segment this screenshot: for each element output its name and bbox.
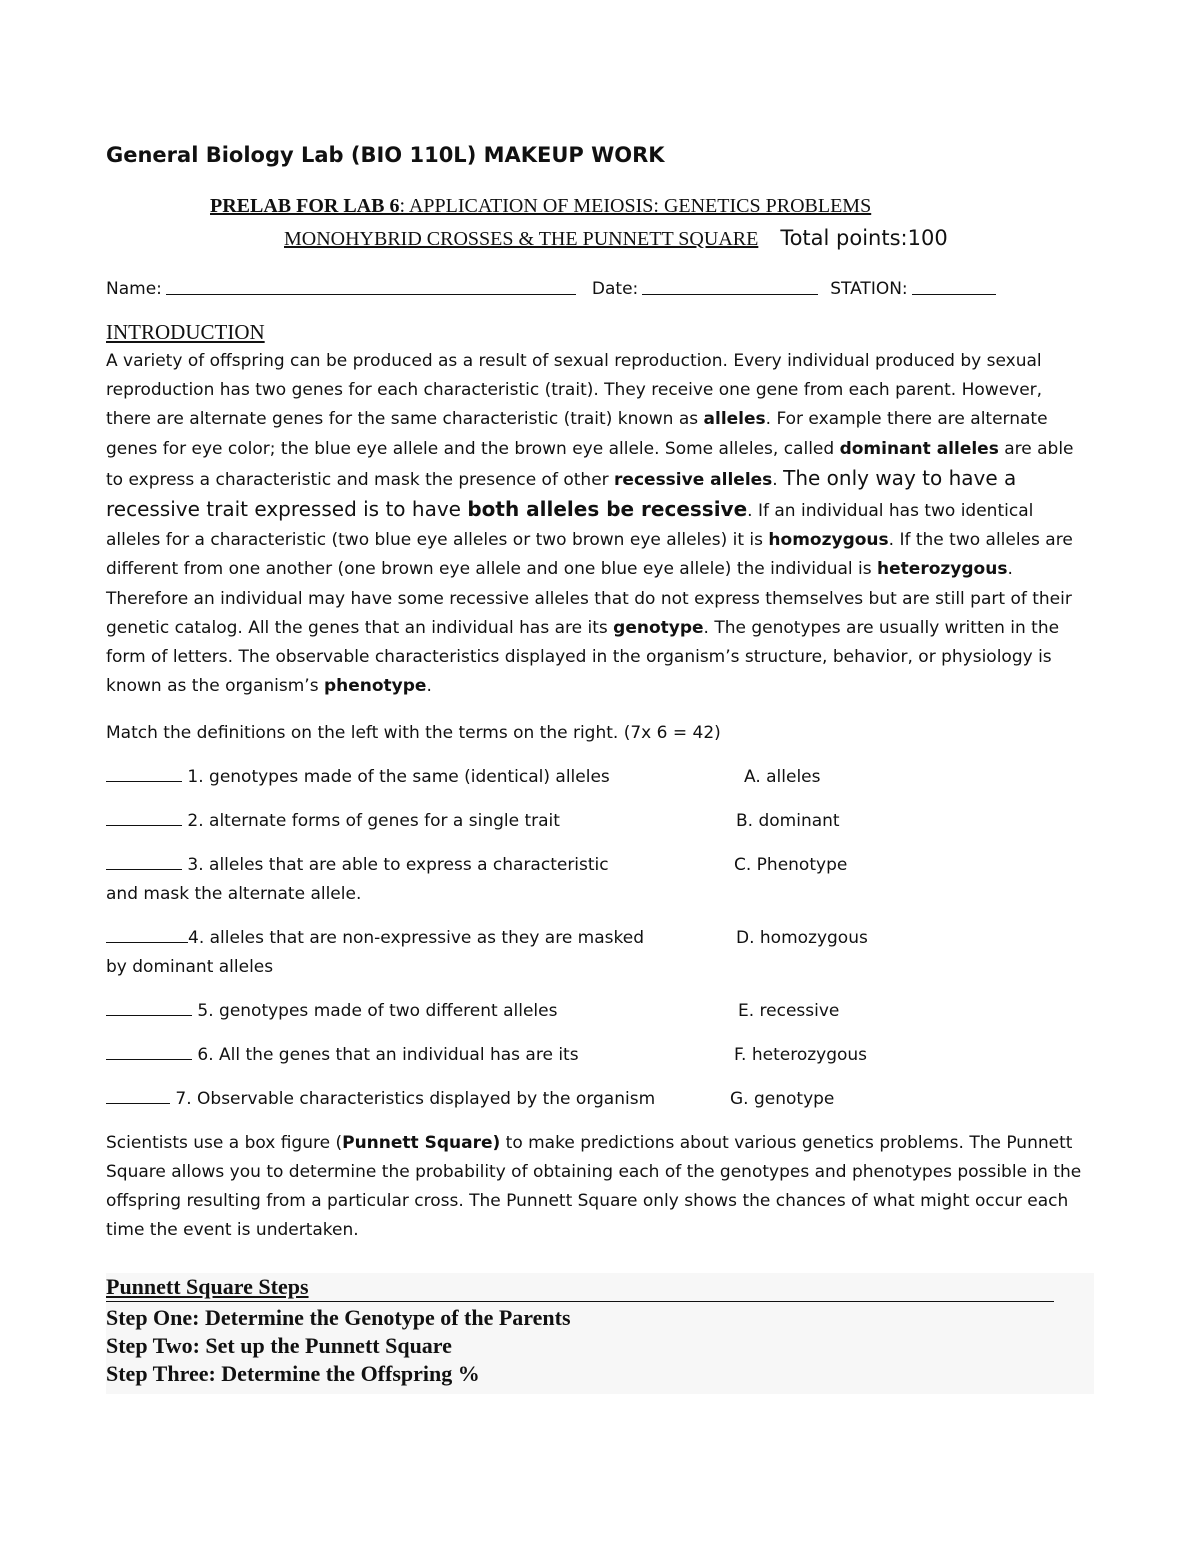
answer-blank-6[interactable]: [106, 1041, 192, 1060]
matching-item-3: [106, 851, 1096, 909]
intro-emphasis-1: The only way to have a recessive trait expressed is to have: [106, 465, 1017, 522]
lab-title: : APPLICATION OF MEIOSIS: GENETICS PROBLEMS: [399, 195, 872, 217]
name-field[interactable]: [166, 277, 576, 295]
intro-text-8: . The genotypes are usually written in the form of letters. The observable characteristics displayed in the organism’s structure, behavior, or physiology is known as the organism’s: [106, 617, 1060, 697]
matching-item-1: [106, 763, 1096, 792]
worksheet-page: [106, 140, 1096, 1394]
term-6: F. heterozygous: [734, 1045, 868, 1066]
term-recessive: recessive alleles: [614, 469, 773, 490]
term-2: B. dominant: [736, 811, 840, 832]
matching-instructions: Match the definitions on the left with the terms on the right. (7x 6 = 42): [106, 723, 721, 744]
matching-item-2: [106, 807, 1096, 836]
date-field[interactable]: [642, 277, 818, 295]
definition-3: 3. alleles that are able to express a characteristic: [182, 855, 609, 876]
answer-blank-2[interactable]: [106, 807, 182, 826]
term-punnett-square: Punnett Square): [342, 1133, 501, 1154]
punnett-text-1: Scientists use a box figure (: [106, 1133, 343, 1154]
term-homozygous: homozygous: [768, 530, 889, 551]
intro-text-3: are able to express a characteristic and mask the presence of other: [106, 438, 1074, 490]
station-label: STATION:: [830, 279, 908, 299]
total-points: Total points:100: [780, 226, 948, 250]
definition-1: 1. genotypes made of the same (identical) alleles: [182, 767, 610, 788]
intro-text-1: A variety of offspring can be produced as a result of sexual reproduction. Every individual produced by sexual reproduction has two genes for each characteristic (trait). They receive one gene from each parent. However, there are alternate genes for the same characteristic (trait) known as: [106, 351, 1043, 430]
intro-text-4: .: [772, 469, 784, 490]
step-three: Step Three: Determine the Offspring %: [106, 1361, 480, 1387]
term-7: G. genotype: [730, 1089, 835, 1110]
matching-list: [106, 763, 1096, 1114]
term-alleles: alleles: [703, 409, 766, 430]
intro-text-5: . If an individual has two identical alleles for a characteristic (two blue eye alleles or two brown eye alleles) it is: [106, 501, 1034, 551]
station-field[interactable]: [912, 277, 996, 295]
answer-blank-1[interactable]: [106, 763, 182, 782]
introduction-heading: INTRODUCTION: [106, 320, 265, 344]
student-info-row: [106, 277, 1096, 301]
subtitle-block: [106, 190, 1096, 255]
introduction-paragraph: [106, 347, 1091, 701]
definition-3-continuation: and mask the alternate allele.: [106, 884, 362, 905]
definition-2: 2. alternate forms of genes for a single trait: [182, 811, 560, 832]
intro-text-9: .: [426, 676, 432, 697]
punnett-text-2: to make predictions about various genetics problems. The Punnett Square allows you to determine the probability of obtaining each of the genotypes and phenotypes possible in the offspring resulting from a particular cross. The Punnett Square only shows the chances of what might occur each time the event is undertaken.: [106, 1133, 1082, 1241]
intro-text-2: . For example there are alternate genes for eye color; the blue eye allele and the brown eye allele. Some alleles, called: [106, 409, 1048, 459]
document-title: General Biology Lab (BIO 110L) MAKEUP WORK: [106, 143, 665, 167]
term-phenotype: phenotype: [323, 676, 427, 697]
definition-6: 6. All the genes that an individual has are its: [192, 1045, 579, 1066]
answer-blank-7[interactable]: [106, 1085, 170, 1104]
matching-item-5: [106, 997, 1096, 1026]
term-dominant: dominant alleles: [839, 438, 999, 459]
intro-emphasis-2: both alleles be recessive: [467, 497, 748, 522]
intro-text-7: . Therefore an individual may have some recessive alleles that do not express themselves but are still part of their genetic catalog. All the genes that an individual has are its: [106, 559, 1072, 638]
matching-item-4: [106, 924, 1096, 982]
term-4: D. homozygous: [736, 928, 868, 949]
definition-5: 5. genotypes made of two different alleles: [192, 1001, 558, 1022]
punnett-intro-paragraph: [106, 1129, 1091, 1245]
answer-blank-5[interactable]: [106, 997, 192, 1016]
lab-number: PRELAB FOR LAB 6: [210, 195, 400, 217]
lab-subtitle: MONOHYBRID CROSSES & THE PUNNETT SQUARE: [284, 228, 759, 250]
term-1: A. alleles: [744, 767, 821, 788]
lab-subtitle-row: [106, 222, 1096, 255]
term-genotype: genotype: [613, 617, 704, 638]
term-heterozygous: heterozygous: [877, 559, 1008, 580]
matching-item-7: [106, 1085, 1096, 1114]
name-label: Name:: [106, 279, 162, 299]
definition-7: 7. Observable characteristics displayed by the organism: [170, 1089, 656, 1110]
answer-blank-4[interactable]: [106, 924, 188, 943]
lab-heading: [106, 190, 1096, 222]
matching-item-6: [106, 1041, 1096, 1070]
punnett-steps-heading: Punnett Square Steps: [106, 1273, 1054, 1302]
answer-blank-3[interactable]: [106, 851, 182, 870]
date-label: Date:: [591, 279, 639, 299]
definition-4-continuation: by dominant alleles: [106, 957, 274, 978]
term-3: C. Phenotype: [734, 855, 848, 876]
intro-text-6: . If the two alleles are different from one another (one brown eye allele and one blue eye allele) the individual is: [106, 530, 1073, 580]
term-5: E. recessive: [738, 1001, 840, 1022]
punnett-steps-box: [106, 1273, 1094, 1394]
step-two: Step Two: Set up the Punnett Square: [106, 1333, 452, 1359]
step-one: Step One: Determine the Genotype of the Parents: [106, 1305, 571, 1331]
definition-4: 4. alleles that are non-expressive as they are masked: [188, 928, 645, 949]
